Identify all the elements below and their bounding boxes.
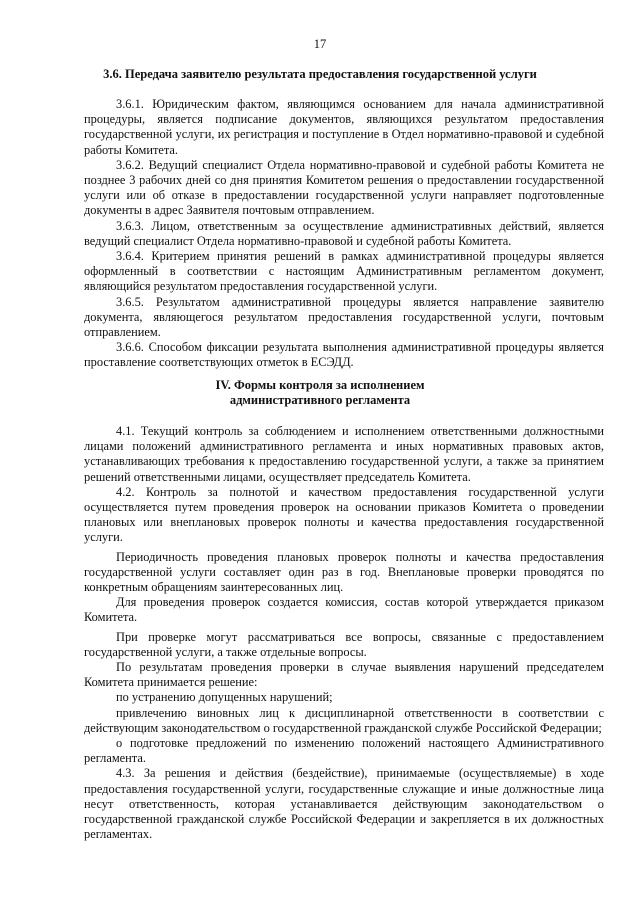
paragraph-decision-2: привлечению виновных лиц к дисциплинарной ответственности в соответствии с действующим законодательством о государственной гражданской службе Российской Федерации; — [84, 705, 604, 735]
section-4-heading — [0, 378, 640, 408]
page-number: 17 — [313, 37, 327, 51]
section-4-heading-line1: IV. Формы контроля за исполнением — [215, 378, 425, 392]
section-3-6-heading: 3.6. Передача заявителю результата предоставления государственной услуги — [103, 67, 537, 81]
paragraph-4-1: 4.1. Текущий контроль за соблюдением и исполнением ответственными должностными лицами положений административного регламента и иных нормативных правовых актов, устанавливающих требования к предоставлению государственной услуги, а также за принятием решений ответственными лицами, осуществляет председатель Комитета. — [84, 424, 604, 484]
paragraph-results: По результатам проведения проверки в случае выявления нарушений председателем Комитета принимается решение: — [84, 660, 604, 690]
paragraph-3-6-3: 3.6.3. Лицом, ответственным за осуществление административных действий, является ведущий специалист Отдела нормативно-правовой и судебной работы Комитета. — [84, 218, 604, 248]
paragraph-4-2: 4.2. Контроль за полнотой и качеством предоставления государственной услуги осуществляется путем проведения проверок на основании приказов Комитета о проведении плановых или внеплановых проверок полноты и качества предоставления государственной услуги. — [84, 484, 604, 545]
paragraph-decision-1: по устранению допущенных нарушений; — [116, 690, 333, 705]
section-4-body — [84, 424, 604, 842]
section-3-6-body — [84, 97, 604, 371]
paragraph-3-6-4: 3.6.4. Критерием принятия решений в рамках административной процедуры является оформленный в соответствии с настоящим Административным регламентом документ, являющийся результатом предоставления государственной услуги. — [84, 249, 604, 294]
paragraph-commission: Для проведения проверок создается комиссия, состав которой утверждается приказом Комитета. — [84, 595, 604, 625]
paragraph-3-6-1: 3.6.1. Юридическим фактом, являющимся основанием для начала административной процедуры, является подписание документов, являющихся результатом предоставления государственной услуги, их регистрация и поступление в Отдел нормативно-правовой и судебной работы Комитета. — [84, 97, 604, 157]
paragraph-periodicity: Периодичность проведения плановых проверок полноты и качества предоставления государственной услуги составляет один раз в год. Внеплановые проверки проводятся по конкретным обращениям заинтересованных лиц. — [84, 549, 604, 595]
paragraph-3-6-5: 3.6.5. Результатом административной процедуры является направление заявителю документа, являющегося результатом предоставления государственной услуги, почтовым отправлением. — [84, 294, 604, 340]
section-4-heading-line2: административного регламента — [229, 393, 411, 408]
paragraph-3-6-6: 3.6.6. Способом фиксации результата выполнения административной процедуры является проставление соответствующих отметок в ЕСЭДД. — [84, 340, 604, 370]
paragraph-3-6-2: 3.6.2. Ведущий специалист Отдела нормативно-правовой и судебной работы Комитета не позднее 3 рабочих дней со дня принятия Комитетом решения о предоставлении государственной услуги или об отказе в предоставлении государственной услуги направляет подготовленные документы в адрес Заявителя почтовым отправлением. — [84, 157, 604, 218]
paragraph-4-3: 4.3. За решения и действия (бездействие), принимаемые (осуществляемые) в ходе предоставления государственной услуги, государственные служащие и иные должностные лица несут ответственность, которая устанавливается действующим законодательством о государственной гражданской службе Российской Федерации и закрепляется в их должностных регламентах. — [84, 766, 604, 842]
paragraph-questions: При проверке могут рассматриваться все вопросы, связанные с предоставлением государственной услуги, а также отдельные вопросы. — [84, 629, 604, 659]
paragraph-decision-3: о подготовке предложений по изменению положений настоящего Административного регламента. — [84, 736, 604, 766]
